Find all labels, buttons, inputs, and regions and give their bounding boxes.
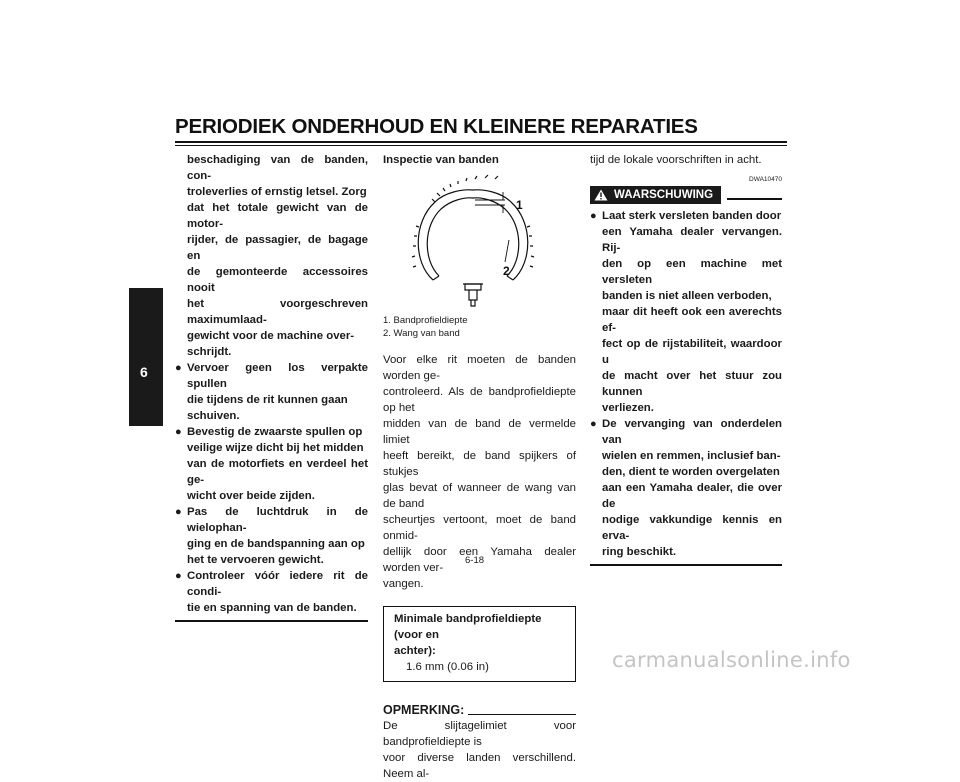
warning-end-rule (590, 564, 782, 566)
text-line: den, dient te worden overgelaten (602, 466, 780, 478)
spec-label-line: Minimale bandprofieldiepte (voor en (394, 613, 542, 641)
bullet-dot-icon: ● (175, 426, 182, 438)
text-line: De slijtagelimiet voor bandprofieldiepte is (383, 720, 576, 748)
text-line: midden van de band de vermelde limiet (383, 418, 576, 446)
text-line: Voor elke rit moeten de banden worden ge- (383, 354, 576, 382)
spec-value: 1.6 mm (0.06 in) (406, 661, 489, 673)
warning-triangle-icon (594, 189, 608, 201)
text-line: dellijk door een Yamaha dealer worden ver- (383, 546, 576, 574)
text-line: heeft bereikt, de band spijkers of stukjes (383, 450, 576, 478)
warning-bullet-item (590, 416, 782, 560)
intro-paragraph (175, 152, 368, 360)
text-line: Laat sterk versleten banden door (602, 210, 782, 222)
chapter-number: 6 (140, 364, 148, 380)
text-line: veilige wijze dicht bij het midden (187, 442, 364, 454)
text-line: van de motorfiets en verdeel het ge- (187, 458, 368, 486)
text-line: troleverlies of ernstig letsel. Zorg (187, 186, 367, 198)
text-line: dat het totale gewicht van de motor- (187, 202, 368, 230)
text-line: De vervanging van onderdelen van (602, 418, 782, 446)
text-line: aan een Yamaha dealer, die over de (602, 482, 782, 510)
text-line: voor diverse landen verschillend. Neem al- (383, 752, 576, 780)
bullet-item (175, 424, 368, 504)
text-line: fect op de rijstabiliteit, waardoor u (602, 338, 782, 366)
bullet-dot-icon: ● (175, 506, 182, 518)
bullet-dot-icon: ● (590, 418, 597, 430)
note-heading (383, 702, 576, 718)
text-line: Vervoer geen los verpakte spullen (187, 362, 368, 390)
note-heading-label: OPMERKING: (383, 703, 465, 717)
text-line: maar dit heeft ook een averechts ef- (602, 306, 782, 334)
text-line: vangen. (383, 578, 424, 590)
warning-bullet-item (590, 208, 782, 416)
caption-line: 2. Wang van band (383, 328, 460, 339)
tire-cross-section-illustration (383, 172, 576, 312)
header-rule (175, 141, 787, 143)
warning-end-rule (175, 620, 368, 622)
text-line: ging en de bandspanning aan op (187, 538, 365, 550)
warning-badge (590, 186, 721, 204)
text-line: den op een machine met versleten (602, 258, 782, 286)
text-line: wielen en remmen, inclusief ban- (602, 450, 781, 462)
continued-text: tijd de lokale voorschriften in acht. (590, 154, 762, 166)
text-line: banden is niet alleen verboden, (602, 290, 772, 302)
text-line: schrijdt. (187, 346, 232, 358)
text-line: gewicht voor de machine over- (187, 330, 355, 342)
bullet-item (175, 568, 368, 616)
column-1 (175, 152, 368, 622)
bullet-dot-icon: ● (175, 570, 182, 582)
figure-label-2: 2 (503, 264, 510, 278)
warning-header (590, 186, 782, 204)
text-line: die tijdens de rit kunnen gaan (187, 394, 348, 406)
page-number: 6-18 (465, 555, 485, 566)
watermark: carmanualsonline.info (612, 648, 851, 672)
bullet-dot-icon: ● (590, 210, 597, 222)
text-line: de gemonteerde accessoires nooit (187, 266, 368, 294)
tire-figure (383, 172, 576, 312)
bullet-dot-icon: ● (175, 362, 182, 374)
spec-label-line: achter): (394, 645, 436, 657)
figure-label-1: 1 (516, 198, 523, 212)
text-line: rijder, de passagier, de bagage en (187, 234, 368, 262)
text-line: verliezen. (602, 402, 654, 414)
warning-header-rule (727, 198, 782, 200)
text-line: wicht over beide zijden. (187, 490, 315, 502)
caption-line: 1. Bandprofieldiepte (383, 315, 468, 326)
text-line: ring beschikt. (602, 546, 677, 558)
text-line: Pas de luchtdruk in de wielophan- (187, 506, 368, 534)
text-line: het voorgeschreven maximumlaad- (187, 298, 368, 326)
column-3 (590, 152, 782, 566)
text-line: scheurtjes vertoont, moet de band onmid- (383, 514, 576, 542)
bullet-item (175, 504, 368, 568)
warning-label: WAARSCHUWING (614, 189, 714, 201)
figure-captions (383, 314, 576, 340)
text-line: het te vervoeren gewicht. (187, 554, 324, 566)
header-rule-thin (175, 145, 787, 146)
note-paragraph (383, 718, 576, 782)
text-line: schuiven. (187, 410, 240, 422)
spec-box (383, 606, 576, 682)
text-line: glas bevat of wanneer de wang van de band (383, 482, 576, 510)
text-line: tie en spanning van de banden. (187, 602, 357, 614)
text-line: de macht over het stuur zou kunnen (602, 370, 782, 398)
section-title: Inspectie van banden (383, 154, 499, 166)
text-line: controleerd. Als de bandprofieldiepte op het (383, 386, 576, 414)
column-2 (383, 152, 576, 782)
text-line: Bevestig de zwaarste spullen op (187, 426, 363, 438)
text-line: nodige vakkundige kennis en erva- (602, 514, 782, 542)
page-title: PERIODIEK ONDERHOUD EN KLEINERE REPARATIES (175, 115, 698, 138)
chapter-tab (129, 288, 163, 426)
text-line: een Yamaha dealer vervangen. Rij- (602, 226, 782, 254)
note-heading-rule (468, 714, 576, 715)
text-line: Controleer vóór iedere rit de condi- (187, 570, 368, 598)
bullet-item (175, 360, 368, 424)
text-line: beschadiging van de banden, con- (187, 154, 368, 182)
warning-code: DWA10470 (749, 176, 782, 183)
